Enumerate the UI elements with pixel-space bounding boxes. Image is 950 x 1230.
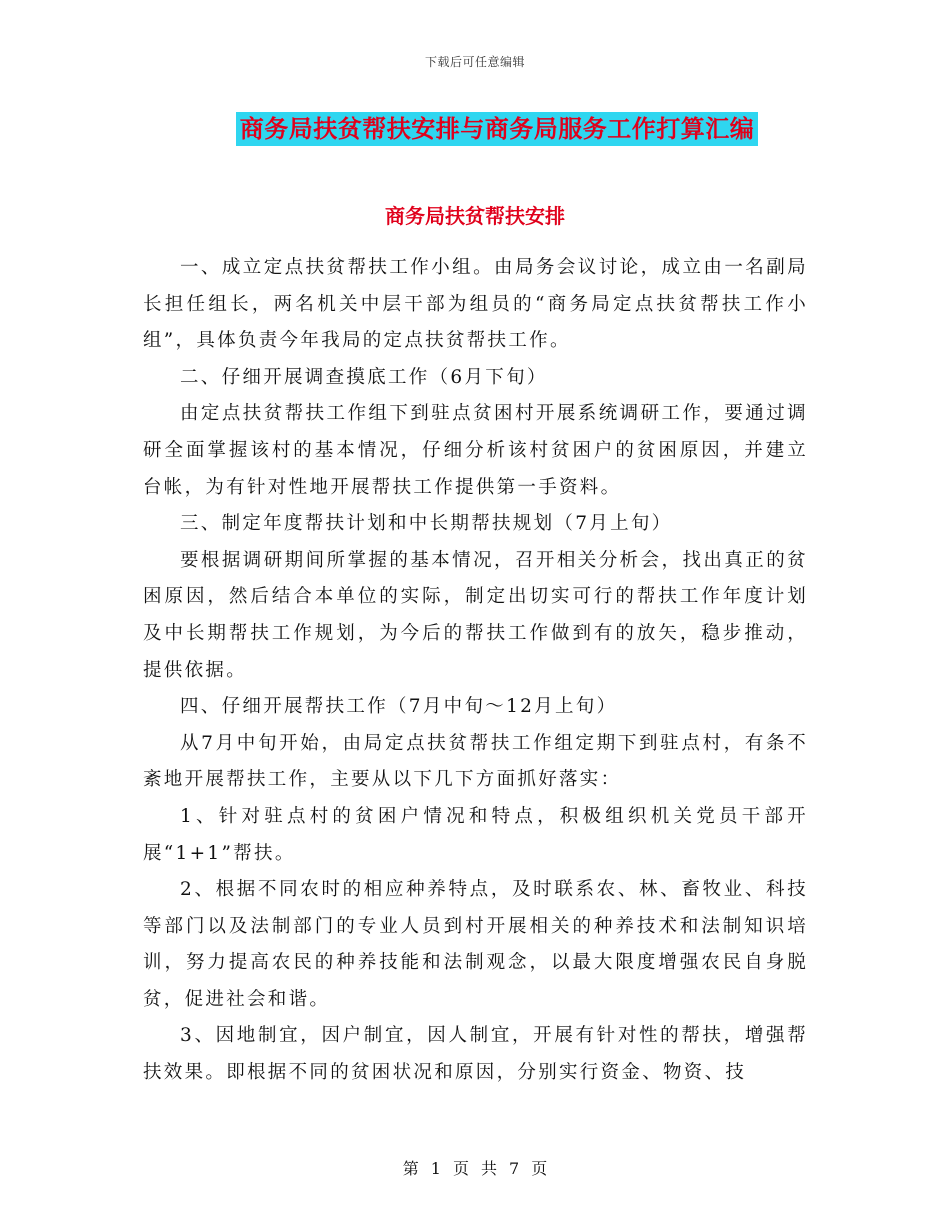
footer-total-label: 共 (481, 1159, 498, 1178)
section-title: 商务局扶贫帮扶安排 (385, 204, 565, 228)
body-text (143, 250, 808, 1092)
paragraph: 一、成立定点扶贫帮扶工作小组。由局务会议讨论，成立由一名副局长担任组长，两名机关中层干部为组员的“商务局定点扶贫帮扶工作小组”，具体负责今年我局的定点扶贫帮扶工作。 (143, 257, 808, 352)
page-footer (0, 1156, 950, 1179)
paragraph: 三、制定年度帮扶计划和中长期帮扶规划（7月上旬） (180, 513, 673, 535)
paragraph: 2、根据不同农时的相应种养特点，及时联系农、林、畜牧业、科技等部门以及法制部门的专业人员到村开展相关的种养技术和法制知识培训，努力提高农民的种养技能和法制观念，以最大限度增强农民自身脱贫，促进社会和谐。 (143, 879, 808, 1010)
footer-page-suffix: 页 (531, 1159, 548, 1178)
paragraph: 从7月中旬开始，由局定点扶贫帮扶工作组定期下到驻点村，有条不紊地开展帮扶工作，主要从以下几下方面抓好落实： (143, 732, 808, 791)
paragraph: 四、仔细开展帮扶工作（7月中旬～12月上旬） (180, 696, 618, 718)
paragraph: 1、针对驻点村的贫困户情况和特点，积极组织机关党员干部开展“1+1”帮扶。 (143, 805, 808, 864)
paragraph: 3、因地制宜，因户制宜，因人制宜，开展有针对性的帮扶，增强帮扶效果。即根据不同的贫困状况和原因，分别实行资金、物资、技 (143, 1025, 808, 1084)
footer-total-pages: 7 (509, 1159, 520, 1178)
paragraph: 由定点扶贫帮扶工作组下到驻点贫困村开展系统调研工作，要通过调研全面掌握该村的基本情况，仔细分析该村贫困户的贫困原因，并建立台帐，为有针对性地开展帮扶工作提供第一手资料。 (143, 403, 808, 498)
footer-page-mid: 页 (452, 1159, 469, 1178)
footer-page-number: 1 (430, 1159, 441, 1178)
header-note: 下载后可任意编辑 (424, 55, 525, 69)
document-title: 商务局扶贫帮扶安排与商务局服务工作打算汇编 (236, 112, 759, 146)
footer-page-prefix: 第 (402, 1159, 419, 1178)
document-title-wrap (0, 112, 950, 146)
paragraph: 要根据调研期间所掌握的基本情况，召开相关分析会，找出真正的贫困原因，然后结合本单位的实际，制定出切实可行的帮扶工作年度计划及中长期帮扶工作规划，为今后的帮扶工作做到有的放矢，稳步推动，提供依据。 (143, 549, 808, 681)
paragraph: 二、仔细开展调查摸底工作（6月下旬） (180, 366, 548, 388)
